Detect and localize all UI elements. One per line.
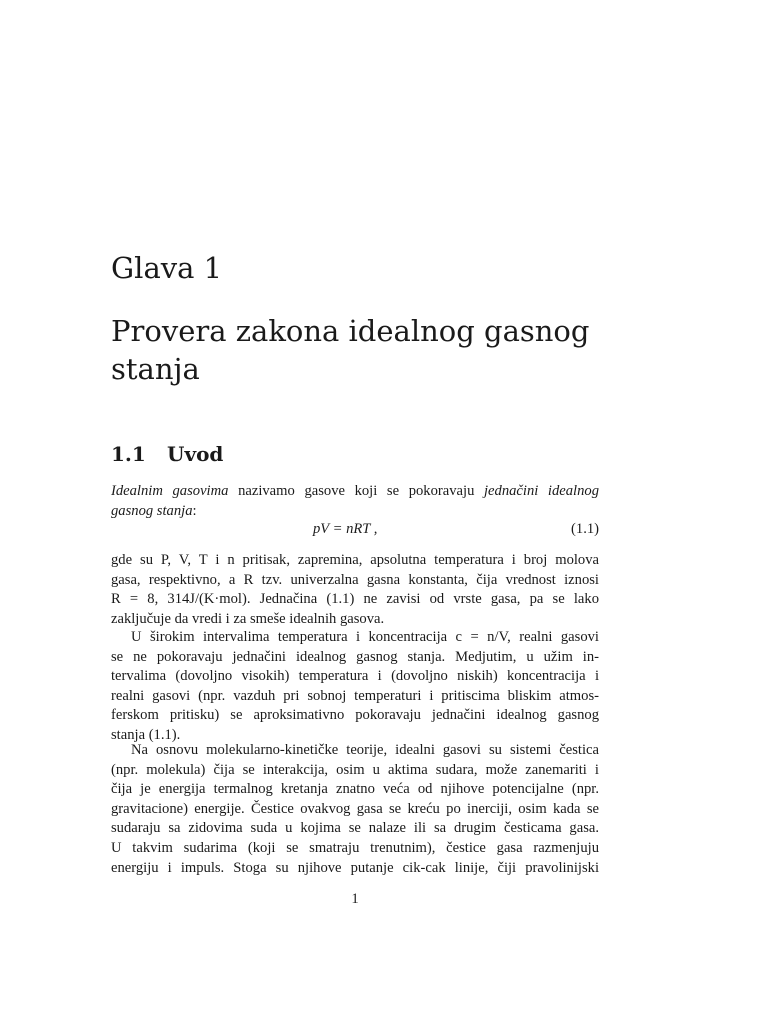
equation-row — [111, 521, 599, 541]
defined-term: jednačini idealnog — [484, 483, 600, 499]
text-span: nazivamo gasove koji se pokoravaju — [228, 483, 484, 499]
text-line: realni gasovi (npr. vazduh pri sobnoj temperaturi i pritiscima bliskim atmos- — [111, 687, 599, 704]
text-line: sudaraju sa zidovima suda u kojima se nalaze ili sa drugim česticama gasa. — [111, 820, 599, 837]
chapter-title-line: stanja — [111, 352, 200, 386]
text-line: Na osnovu molekularno-kinetičke teorije, idealni gasovi su sistemi čestica — [131, 742, 599, 758]
text-line — [111, 502, 599, 522]
paragraph-2 — [111, 628, 599, 746]
text-line: U širokim intervalima temperatura i koncentracija c = n/V, realni gasovi — [131, 629, 599, 645]
text-line: ferskom pritisku) se aproksimativno pokoravaju jednačini idealnog gasnog — [111, 707, 599, 724]
text-line: stanja (1.1). — [111, 726, 181, 743]
defined-term: gasnog stanja — [111, 502, 193, 519]
text-line: tervalima (dovoljno visokih) temperatura i (dovoljno niskih) koncentracija i — [111, 668, 599, 685]
defined-term: Idealnim gasovima — [111, 483, 229, 499]
equation: pV = nRT , — [313, 521, 378, 537]
text-line: čija je energija termalnog kretanja znatno veća od njihove potencijalne (npr. — [111, 781, 599, 798]
paragraph-1 — [111, 551, 599, 629]
text-line: zaključuje da vredi i za smeše idealnih gasova. — [111, 610, 385, 627]
section-heading — [111, 440, 223, 468]
chapter-label: Glava 1 — [111, 251, 223, 285]
page-number: 1 — [351, 891, 359, 907]
text-line: gde su P, V, T i n pritisak, zapremina, apsolutna temperatura i broj molova — [111, 552, 599, 568]
equation-number: (1.1) — [571, 521, 599, 537]
text-line: (npr. molekula) čija se interakcija, osim u aktima sudara, može zanemariti i — [111, 761, 599, 778]
text-line: R = 8, 314J/(K·mol). Jednačina (1.1) ne zavisi od vrste gasa, pa se lako — [111, 591, 599, 608]
paragraph-3 — [111, 741, 599, 878]
chapter-title — [111, 312, 631, 388]
text-line: gasa, respektivno, a R tzv. univerzalna gasna konstanta, čija vrednost iznosi — [111, 571, 599, 588]
intro-paragraph — [111, 482, 599, 521]
chapter-title-line: Provera zakona idealnog gasnog — [111, 314, 590, 348]
section-title: Uvod — [167, 442, 224, 466]
text-line: se ne pokoravaju jednačini idealnog gasnog stanja. Medjutim, u užim in- — [111, 648, 599, 665]
text-line: energiju i impuls. Stoga su njihove putanje cik-cak linije, čiji pravolinijski — [111, 859, 599, 876]
text-line — [111, 482, 599, 502]
text-span: : — [192, 502, 197, 519]
section-number: 1.1 — [111, 442, 146, 466]
text-line: gravitacione) energije. Čestice ovakvog gasa se kreću po inerciji, osim kada se — [111, 800, 599, 817]
text-line: U takvim sudarima (koji se smatraju trenutnim), čestice gasa razmenjuju — [111, 839, 599, 856]
